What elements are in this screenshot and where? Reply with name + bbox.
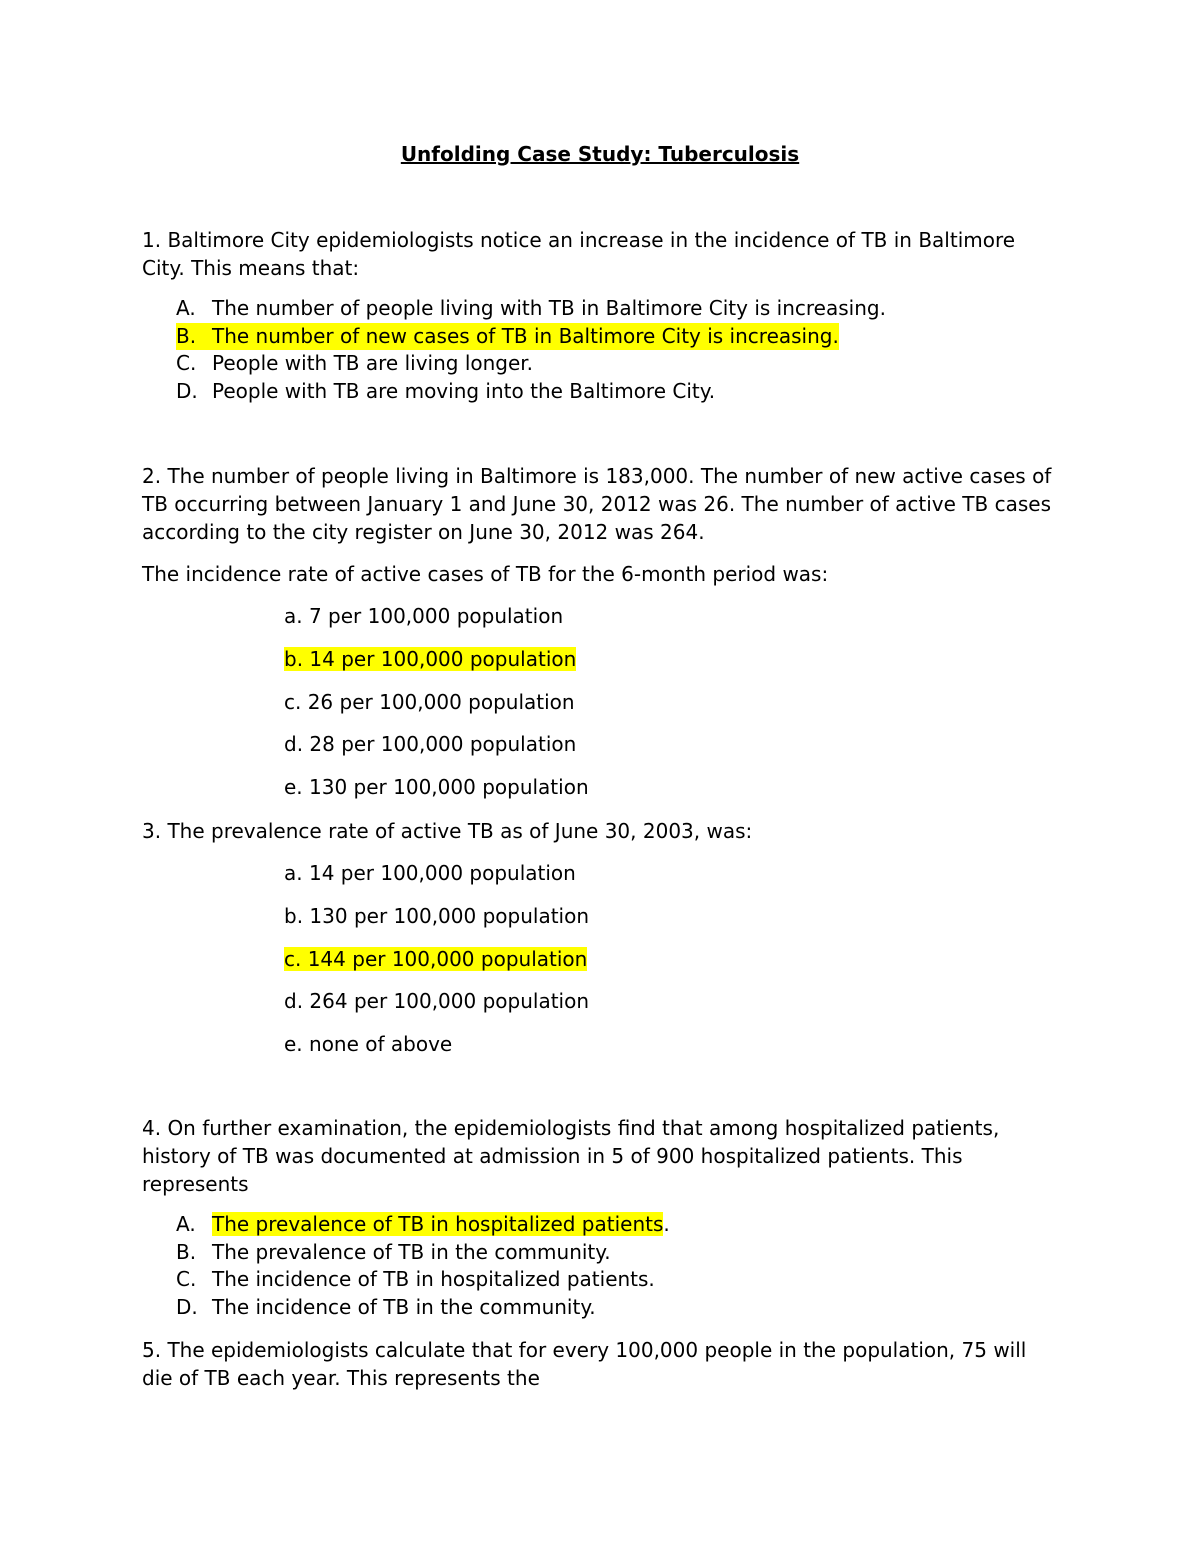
option-text: The number of new cases of TB in Baltimore City is increasing. <box>212 323 839 348</box>
question-1-option-a: A. The number of people living with TB in Baltimore City is increasing. <box>176 296 886 320</box>
question-3-text: 3. The prevalence rate of active TB as of June 30, 2003, was: <box>142 819 753 843</box>
question-1-text: 1. Baltimore City epidemiologists notice an increase in the incidence of TB in Baltimore City. This means that: <box>142 228 1016 280</box>
question-2-option-a: a. 7 per 100,000 population <box>284 604 564 628</box>
question-3-option-b: b. 130 per 100,000 population <box>284 903 590 928</box>
option-text: The prevalence of TB in the community. <box>212 1239 611 1264</box>
question-1-option-b: B. The number of new cases of TB in Baltimore City is increasing. <box>176 323 839 351</box>
question-2-option-b: b. 14 per 100,000 population <box>284 646 577 671</box>
question-3-option-e: e. none of above <box>284 1032 453 1057</box>
question-2-option-e: e. 130 per 100,000 population <box>284 775 589 800</box>
question-1-options <box>176 295 886 405</box>
question-4-text: 4. On further examination, the epidemiologists find that among hospitalized patients, history of TB was documented at admission in 5 of 900 hospitalized patients. This represents <box>142 1116 1000 1196</box>
option-text: The incidence of TB in hospitalized patients. <box>212 1267 655 1291</box>
document-title: Unfolding Case Study: Tuberculosis <box>400 142 800 166</box>
option-text: People with TB are moving into the Baltimore City. <box>212 378 716 403</box>
question-1-option-d: D. People with TB are moving into the Baltimore City. <box>176 378 716 403</box>
question-3-option-c: c. 144 per 100,000 population <box>284 946 588 971</box>
question-1-option-c: C. People with TB are living longer. <box>176 351 534 375</box>
question-4-option-c: C. The incidence of TB in hospitalized patients. <box>176 1267 655 1291</box>
question-4-option-a: A. The prevalence of TB in hospitalized patients. <box>176 1212 670 1236</box>
option-text: The prevalence of TB in hospitalized patients <box>212 1212 664 1236</box>
question-5-text: 5. The epidemiologists calculate that for every 100,000 people in the population, 75 will die of TB each year. This represents the <box>142 1338 1027 1390</box>
question-2-text: 2. The number of people living in Baltimore is 183,000. The number of new active cases of TB occurring between January 1 and June 30, 2012 was 26. The number of active TB cases according to the city register on June 30, 2012 was 264. <box>142 464 1052 544</box>
question-3-option-a: a. 14 per 100,000 population <box>284 861 576 885</box>
question-4-options <box>176 1211 670 1321</box>
question-2-options <box>284 602 589 816</box>
option-text: The incidence of TB in the community. <box>212 1294 596 1319</box>
option-text: The number of people living with TB in Baltimore City is increasing. <box>212 296 886 320</box>
question-2-prompt: The incidence rate of active cases of TB for the 6-month period was: <box>142 562 829 586</box>
question-4-option-b: B. The prevalence of TB in the community. <box>176 1239 611 1264</box>
option-text: People with TB are living longer. <box>212 351 534 375</box>
question-2-option-c: c. 26 per 100,000 population <box>284 689 575 714</box>
question-3-options <box>284 859 589 1073</box>
question-3-option-d: d. 264 per 100,000 population <box>284 989 590 1014</box>
question-2-option-d: d. 28 per 100,000 population <box>284 732 577 757</box>
question-4-option-d: D. The incidence of TB in the community. <box>176 1294 596 1319</box>
